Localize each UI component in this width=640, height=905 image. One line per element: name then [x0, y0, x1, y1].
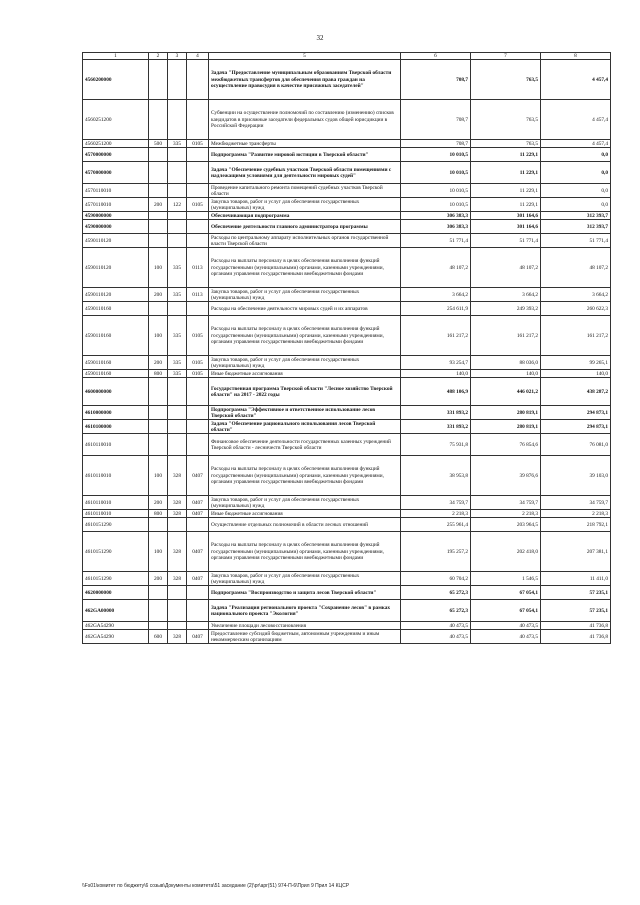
section-cell [187, 406, 209, 420]
budget-code-cell: 4610110010 [83, 496, 149, 510]
file-path-footer: \\Fs01\комитет по бюджету\6 созыв\Документы комитета\51 заседание (2)\pr\apr(51) 974-П-6\Прил 9 Прил 14 КЦСР [82, 883, 350, 889]
section-cell [187, 586, 209, 600]
expense-type-cell: 200 [149, 198, 168, 212]
item-name-cell: Проведение капитального ремонта помещений судебных участков Тверской области [209, 184, 401, 198]
table-row [83, 572, 611, 586]
ministry-cell: 335 [168, 140, 187, 148]
amount-year2-cell: 11 229,1 [471, 162, 541, 184]
ministry-cell [168, 600, 187, 622]
item-name-cell: Увеличение площади лесовосстановления [209, 622, 401, 630]
item-name-cell: Государственная программа Тверской области "Лесное хозяйство Тверской области" на 2017 - 2022 годы [209, 378, 401, 406]
section-cell [187, 518, 209, 532]
budget-code-cell: 4570110010 [83, 184, 149, 198]
amount-year2-cell: 140,0 [471, 370, 541, 378]
table-row [83, 212, 611, 220]
amount-year3-cell: 161 217,2 [541, 316, 611, 356]
amount-year2-cell: 763,5 [471, 140, 541, 148]
budget-code-cell: 4590110160 [83, 356, 149, 370]
ministry-cell [168, 100, 187, 140]
item-name-cell: Расходы на выплаты персоналу в целях обеспечения выполнения функций государственными (муниципальными) органами, казенными учреждениями, органами управления государственными внебюджетными фондами [209, 316, 401, 356]
ministry-cell: 335 [168, 248, 187, 288]
budget-code-cell: 4610110010 [83, 510, 149, 518]
amount-year2-cell: 40 473,5 [471, 622, 541, 630]
section-cell [187, 148, 209, 162]
amount-year2-cell: 249 393,2 [471, 302, 541, 316]
amount-year3-cell: 207 381,1 [541, 532, 611, 572]
amount-year3-cell: 4 457,4 [541, 60, 611, 100]
section-cell: 0105 [187, 198, 209, 212]
amount-year1-cell: 708,7 [401, 100, 471, 140]
table-row [83, 496, 611, 510]
expense-type-cell [149, 60, 168, 100]
budget-code-cell: 4610151290 [83, 518, 149, 532]
amount-year3-cell: 11 411,0 [541, 572, 611, 586]
amount-year2-cell: 280 819,1 [471, 406, 541, 420]
table-row [83, 288, 611, 302]
amount-year3-cell: 99 265,1 [541, 356, 611, 370]
table-row [83, 316, 611, 356]
amount-year1-cell: 75 931,8 [401, 434, 471, 456]
amount-year3-cell: 140,0 [541, 370, 611, 378]
section-cell: 0105 [187, 370, 209, 378]
section-cell [187, 184, 209, 198]
item-name-cell: Расходы на выплаты персоналу в целях обеспечения выполнения функций государственными (муниципальными) органами, казенными учреждениями, органами управления государственными внебюджетными фондами [209, 532, 401, 572]
ministry-cell [168, 302, 187, 316]
expense-type-cell [149, 302, 168, 316]
item-name-cell: Расходы на выплаты персоналу в целях обеспечения выполнения функций государственными (муниципальными) органами, казенными учреждениями, органами управления государственными внебюджетными фондами [209, 456, 401, 496]
expense-type-cell [149, 162, 168, 184]
amount-year3-cell: 51 771,4 [541, 234, 611, 248]
amount-year1-cell: 51 771,4 [401, 234, 471, 248]
budget-code-cell: 462GA00000 [83, 600, 149, 622]
ministry-cell [168, 406, 187, 420]
ministry-cell: 328 [168, 532, 187, 572]
item-name-cell: Закупка товаров, работ и услуг для обеспечения государственных (муниципальных) нужд [209, 356, 401, 370]
ministry-cell: 122 [168, 198, 187, 212]
expense-type-cell [149, 434, 168, 456]
ministry-cell [168, 212, 187, 220]
table-row [83, 420, 611, 434]
column-header: 6 [401, 53, 471, 60]
item-name-cell: Задача "Реализация регионального проекта "Сохранение лесов" в рамках национального проекта "Экология" [209, 600, 401, 622]
amount-year3-cell: 2 218,3 [541, 510, 611, 518]
amount-year1-cell: 93 254,7 [401, 356, 471, 370]
budget-code-cell: 4590110120 [83, 248, 149, 288]
table-row [83, 220, 611, 234]
section-cell: 0407 [187, 572, 209, 586]
ministry-cell: 328 [168, 456, 187, 496]
expense-type-cell [149, 622, 168, 630]
amount-year1-cell: 331 893,2 [401, 406, 471, 420]
ministry-cell [168, 378, 187, 406]
item-name-cell: Задача "Предоставление муниципальным образованиям Тверской области межбюджетных трансфертов для обеспечения права граждан на осуществление правосудия в качестве присяжных заседателей" [209, 60, 401, 100]
item-name-cell: Расходы на выплаты персоналу в целях обеспечения выполнения функций государственными (муниципальными) органами, казенными учреждениями, органами управления государственными внебюджетными фондами [209, 248, 401, 288]
budget-code-cell: 4570110010 [83, 198, 149, 212]
section-cell [187, 220, 209, 234]
section-cell: 0407 [187, 510, 209, 518]
budget-code-cell: 4610151290 [83, 532, 149, 572]
amount-year1-cell: 10 010,5 [401, 184, 471, 198]
amount-year1-cell: 488 106,9 [401, 378, 471, 406]
table-row [83, 184, 611, 198]
expense-type-cell [149, 420, 168, 434]
amount-year1-cell: 10 010,5 [401, 162, 471, 184]
budget-table [82, 52, 611, 644]
amount-year1-cell: 65 272,3 [401, 586, 471, 600]
amount-year3-cell: 0,0 [541, 184, 611, 198]
amount-year3-cell: 0,0 [541, 198, 611, 212]
amount-year3-cell: 39 103,0 [541, 456, 611, 496]
amount-year1-cell: 40 473,5 [401, 630, 471, 644]
amount-year3-cell: 76 081,0 [541, 434, 611, 456]
ministry-cell: 335 [168, 316, 187, 356]
table-row [83, 378, 611, 406]
amount-year2-cell: 280 819,1 [471, 420, 541, 434]
amount-year2-cell: 11 229,1 [471, 198, 541, 212]
ministry-cell [168, 162, 187, 184]
amount-year1-cell: 34 759,7 [401, 496, 471, 510]
amount-year1-cell: 60 704,2 [401, 572, 471, 586]
table-row [83, 356, 611, 370]
column-header: 4 [187, 53, 209, 60]
section-cell: 0407 [187, 532, 209, 572]
budget-code-cell: 4570000000 [83, 162, 149, 184]
budget-code-cell: 4610110010 [83, 456, 149, 496]
ministry-cell [168, 622, 187, 630]
table-row [83, 518, 611, 532]
amount-year2-cell: 161 217,2 [471, 316, 541, 356]
amount-year2-cell: 763,5 [471, 60, 541, 100]
budget-code-cell: 462GA54290 [83, 630, 149, 644]
item-name-cell: Межбюджетные трансферты [209, 140, 401, 148]
ministry-cell [168, 586, 187, 600]
expense-type-cell: 200 [149, 496, 168, 510]
budget-code-cell: 4610110010 [83, 434, 149, 456]
table-row [83, 532, 611, 572]
expense-type-cell [149, 184, 168, 198]
amount-year2-cell: 11 229,1 [471, 148, 541, 162]
amount-year3-cell: 41 736,8 [541, 622, 611, 630]
ministry-cell [168, 518, 187, 532]
amount-year1-cell: 10 010,5 [401, 198, 471, 212]
section-cell [187, 100, 209, 140]
amount-year3-cell: 218 792,1 [541, 518, 611, 532]
amount-year2-cell: 2 218,3 [471, 510, 541, 518]
budget-code-cell: 4570000000 [83, 148, 149, 162]
amount-year1-cell: 254 611,9 [401, 302, 471, 316]
amount-year2-cell: 301 164,6 [471, 220, 541, 234]
budget-code-cell: 4590110160 [83, 316, 149, 356]
table-header-row [83, 53, 611, 60]
table-row [83, 406, 611, 420]
section-cell [187, 420, 209, 434]
item-name-cell: Субвенции на осуществление полномочий по составлению (изменению) списков кандидатов в присяжные заседатели федеральных судов общей юрисдикции в Российской Федерации [209, 100, 401, 140]
amount-year1-cell: 195 257,2 [401, 532, 471, 572]
expense-type-cell [149, 100, 168, 140]
amount-year3-cell: 34 759,7 [541, 496, 611, 510]
item-name-cell: Задача "Обеспечение рационального использования лесов Тверской области" [209, 420, 401, 434]
amount-year2-cell: 76 854,6 [471, 434, 541, 456]
amount-year2-cell: 202 418,0 [471, 532, 541, 572]
expense-type-cell [149, 148, 168, 162]
ministry-cell: 335 [168, 370, 187, 378]
amount-year2-cell: 67 054,1 [471, 586, 541, 600]
table-row [83, 248, 611, 288]
table-row [83, 370, 611, 378]
ministry-cell [168, 434, 187, 456]
budget-code-cell: 4560251200 [83, 140, 149, 148]
item-name-cell: Обеспечивающая подпрограмма [209, 212, 401, 220]
page-number: 32 [316, 34, 324, 42]
amount-year3-cell: 438 287,2 [541, 378, 611, 406]
item-name-cell: Обеспечение деятельности главного администратора программы [209, 220, 401, 234]
table-row [83, 148, 611, 162]
amount-year3-cell: 41 736,8 [541, 630, 611, 644]
column-header: 5 [209, 53, 401, 60]
table-row [83, 60, 611, 100]
table-row [83, 302, 611, 316]
expense-type-cell [149, 220, 168, 234]
amount-year3-cell: 3 664,2 [541, 288, 611, 302]
amount-year3-cell: 57 235,1 [541, 600, 611, 622]
amount-year1-cell: 255 961,4 [401, 518, 471, 532]
amount-year3-cell: 0,0 [541, 148, 611, 162]
table-row [83, 600, 611, 622]
amount-year1-cell: 161 217,2 [401, 316, 471, 356]
column-header: 3 [168, 53, 187, 60]
expense-type-cell [149, 234, 168, 248]
item-name-cell: Закупка товаров, работ и услуг для обеспечения государственных (муниципальных) нужд [209, 288, 401, 302]
amount-year1-cell: 65 272,3 [401, 600, 471, 622]
expense-type-cell [149, 378, 168, 406]
amount-year3-cell: 260 622,3 [541, 302, 611, 316]
section-cell [187, 60, 209, 100]
amount-year2-cell: 301 164,6 [471, 212, 541, 220]
amount-year2-cell: 48 107,2 [471, 248, 541, 288]
section-cell: 0113 [187, 248, 209, 288]
section-cell [187, 234, 209, 248]
amount-year2-cell: 51 771,4 [471, 234, 541, 248]
amount-year1-cell: 708,7 [401, 60, 471, 100]
amount-year2-cell: 446 021,2 [471, 378, 541, 406]
expense-type-cell: 800 [149, 370, 168, 378]
budget-code-cell: 4590110160 [83, 302, 149, 316]
section-cell: 0113 [187, 288, 209, 302]
section-cell [187, 302, 209, 316]
amount-year3-cell: 4 457,4 [541, 100, 611, 140]
budget-code-cell: 4610000000 [83, 406, 149, 420]
budget-code-cell: 4620000000 [83, 586, 149, 600]
item-name-cell: Расходы по центральному аппарату исполнительных органов государственной власти Тверской области [209, 234, 401, 248]
item-name-cell: Подпрограмма "Воспроизводство и защита лесов Тверской области" [209, 586, 401, 600]
item-name-cell: Иные бюджетные ассигнования [209, 510, 401, 518]
section-cell [187, 378, 209, 406]
expense-type-cell: 200 [149, 288, 168, 302]
section-cell [187, 600, 209, 622]
ministry-cell: 328 [168, 510, 187, 518]
budget-code-cell: 4560200000 [83, 60, 149, 100]
amount-year2-cell: 67 054,1 [471, 600, 541, 622]
expense-type-cell [149, 518, 168, 532]
section-cell [187, 212, 209, 220]
amount-year1-cell: 10 010,5 [401, 148, 471, 162]
table-row [83, 140, 611, 148]
expense-type-cell: 100 [149, 316, 168, 356]
section-cell [187, 162, 209, 184]
section-cell [187, 434, 209, 456]
item-name-cell: Подпрограмма "Развитие мировой юстиции в Тверской области" [209, 148, 401, 162]
amount-year2-cell: 88 036,0 [471, 356, 541, 370]
amount-year1-cell: 38 953,8 [401, 456, 471, 496]
amount-year2-cell: 40 473,5 [471, 630, 541, 644]
expense-type-cell: 200 [149, 356, 168, 370]
amount-year3-cell: 0,0 [541, 162, 611, 184]
amount-year1-cell: 306 383,3 [401, 220, 471, 234]
section-cell: 0407 [187, 456, 209, 496]
section-cell: 0105 [187, 356, 209, 370]
amount-year2-cell: 1 546,5 [471, 572, 541, 586]
budget-code-cell: 4600000000 [83, 378, 149, 406]
budget-code-cell: 4590110120 [83, 288, 149, 302]
expense-type-cell: 100 [149, 456, 168, 496]
amount-year3-cell: 294 873,1 [541, 406, 611, 420]
amount-year1-cell: 708,7 [401, 140, 471, 148]
amount-year1-cell: 40 473,5 [401, 622, 471, 630]
amount-year3-cell: 312 393,7 [541, 220, 611, 234]
column-header: 2 [149, 53, 168, 60]
amount-year3-cell: 294 873,1 [541, 420, 611, 434]
amount-year1-cell: 331 893,2 [401, 420, 471, 434]
section-cell [187, 622, 209, 630]
table-row [83, 456, 611, 496]
amount-year1-cell: 306 383,3 [401, 212, 471, 220]
expense-type-cell [149, 406, 168, 420]
item-name-cell: Финансовое обеспечение деятельности государственных казенных учреждений Тверской области - лесничеств Тверской области [209, 434, 401, 456]
item-name-cell: Задача "Обеспечение судебных участков Тверской области помещениями с надлежащими условиями для деятельности мировых судей" [209, 162, 401, 184]
budget-code-cell: 4590110120 [83, 234, 149, 248]
expense-type-cell [149, 586, 168, 600]
budget-code-cell: 4590000000 [83, 212, 149, 220]
amount-year1-cell: 48 107,2 [401, 248, 471, 288]
budget-code-cell: 4610151290 [83, 572, 149, 586]
item-name-cell: Закупка товаров, работ и услуг для обеспечения государственных (муниципальных) нужд [209, 572, 401, 586]
ministry-cell: 335 [168, 356, 187, 370]
item-name-cell: Иные бюджетные ассигнования [209, 370, 401, 378]
column-header: 7 [471, 53, 541, 60]
budget-code-cell: 4610100000 [83, 420, 149, 434]
amount-year3-cell: 312 393,7 [541, 212, 611, 220]
item-name-cell: Предоставление субсидий бюджетным, автономным учреждениям и иным некоммерческим организациям [209, 630, 401, 644]
item-name-cell: Расходы на обеспечение деятельности мировых судей и их аппаратов [209, 302, 401, 316]
ministry-cell [168, 420, 187, 434]
section-cell: 0407 [187, 496, 209, 510]
ministry-cell [168, 60, 187, 100]
amount-year3-cell: 57 235,1 [541, 586, 611, 600]
budget-code-cell: 4560251200 [83, 100, 149, 140]
amount-year1-cell: 3 664,2 [401, 288, 471, 302]
section-cell: 0105 [187, 140, 209, 148]
amount-year2-cell: 763,5 [471, 100, 541, 140]
section-cell: 0407 [187, 630, 209, 644]
expense-type-cell: 500 [149, 140, 168, 148]
table-row [83, 630, 611, 644]
item-name-cell: Закупка товаров, работ и услуг для обеспечения государственных (муниципальных) нужд [209, 496, 401, 510]
amount-year3-cell: 48 107,2 [541, 248, 611, 288]
table-row [83, 622, 611, 630]
expense-type-cell: 600 [149, 630, 168, 644]
table-row [83, 100, 611, 140]
amount-year1-cell: 140,0 [401, 370, 471, 378]
column-header: 8 [541, 53, 611, 60]
table-row [83, 234, 611, 248]
budget-code-cell: 4590110160 [83, 370, 149, 378]
budget-code-cell: 4590000000 [83, 220, 149, 234]
table-row [83, 586, 611, 600]
table-row [83, 510, 611, 518]
expense-type-cell: 800 [149, 510, 168, 518]
item-name-cell: Подпрограмма "Эффективное и ответственное использование лесов Тверской области" [209, 406, 401, 420]
column-header: 1 [83, 53, 149, 60]
expense-type-cell: 100 [149, 532, 168, 572]
table-row [83, 162, 611, 184]
expense-type-cell: 200 [149, 572, 168, 586]
ministry-cell [168, 234, 187, 248]
table-row [83, 198, 611, 212]
section-cell: 0105 [187, 316, 209, 356]
amount-year1-cell: 2 218,3 [401, 510, 471, 518]
ministry-cell [168, 148, 187, 162]
amount-year2-cell: 34 759,7 [471, 496, 541, 510]
amount-year3-cell: 4 457,4 [541, 140, 611, 148]
amount-year2-cell: 11 229,1 [471, 184, 541, 198]
item-name-cell: Осуществление отдельных полномочий в области лесных отношений [209, 518, 401, 532]
amount-year2-cell: 39 876,6 [471, 456, 541, 496]
expense-type-cell [149, 212, 168, 220]
expense-type-cell [149, 600, 168, 622]
budget-code-cell: 462GA54290 [83, 622, 149, 630]
ministry-cell: 328 [168, 630, 187, 644]
ministry-cell: 328 [168, 496, 187, 510]
ministry-cell [168, 220, 187, 234]
expense-type-cell: 100 [149, 248, 168, 288]
ministry-cell: 328 [168, 572, 187, 586]
table-row [83, 434, 611, 456]
ministry-cell: 335 [168, 288, 187, 302]
amount-year2-cell: 3 664,2 [471, 288, 541, 302]
amount-year2-cell: 203 964,5 [471, 518, 541, 532]
item-name-cell: Закупка товаров, работ и услуг для обеспечения государственных (муниципальных) нужд [209, 198, 401, 212]
ministry-cell [168, 184, 187, 198]
